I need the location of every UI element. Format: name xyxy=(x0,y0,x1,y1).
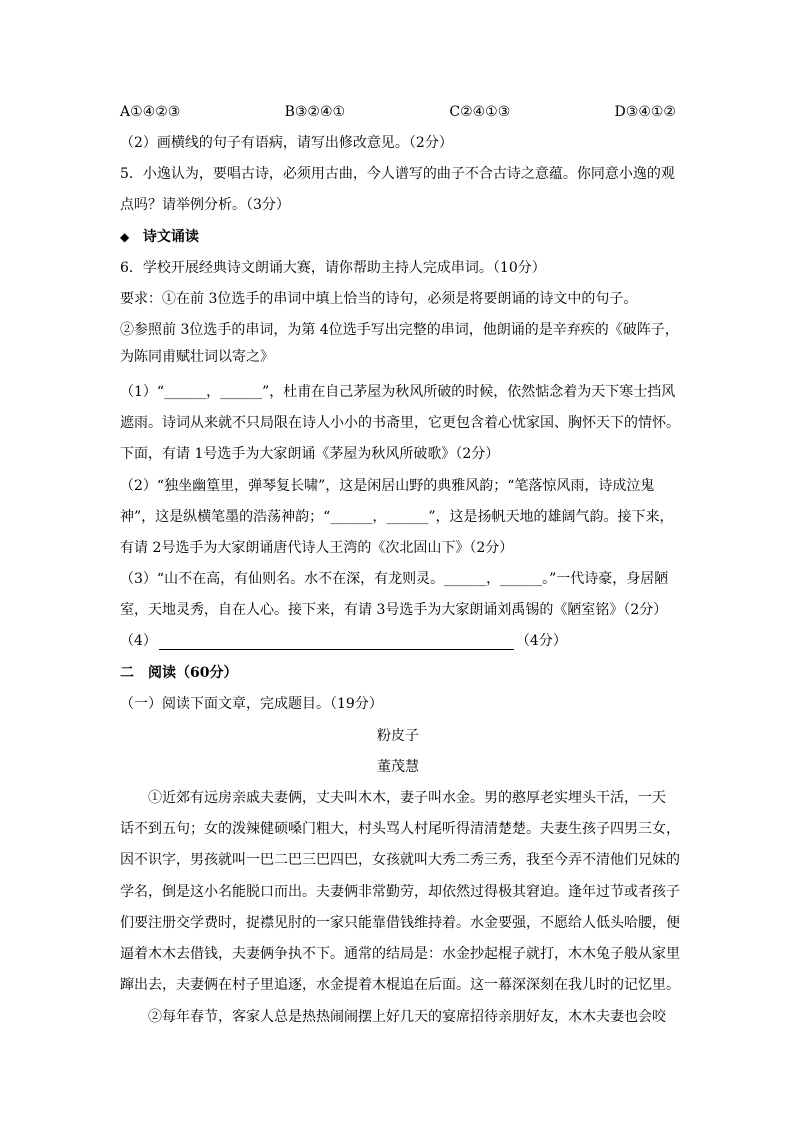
q6-part1-line2: 遮雨。诗词从来就不只局限在诗人小小的书斋里，它更包含着心忧家国、胸怀天下的情怀。 xyxy=(120,415,680,431)
q6-part2-line3: 有请 2号选手为大家朗诵唐代诗人王湾的《次北固山下》（2分） xyxy=(120,540,514,556)
diamond-bullet-icon: ◆ xyxy=(120,230,130,244)
option-d: D③④①② xyxy=(614,104,676,120)
article-title: 粉皮子 xyxy=(377,728,419,744)
article-author: 董茂慧 xyxy=(377,759,419,775)
subsection-heading: （一）阅读下面文章，完成题目。（19分） xyxy=(120,696,383,712)
q6-part1-line1: （1）“______，______”，杜甫在自己茅屋为秋风所破的时候，依然惦念着为天下寒士挡风 xyxy=(120,384,676,400)
article-line: 学名，倒是这小名能脱口而出。夫妻俩非常勤劳，却依然过得极其窘迫。逢年过节或者孩子 xyxy=(120,884,680,900)
answer-options xyxy=(120,103,676,121)
q6-part2-line1: （2）“独坐幽篁里，弹琴复长啸”，这是闲居山野的典雅风韵；“笔落惊风雨，诗成泣鬼 xyxy=(120,478,655,494)
q6-part2-line2: 神”，这是纵横笔墨的浩荡神韵；“______，______”，这是扬帆天地的雄阔气韵。接下来， xyxy=(120,509,674,525)
article-line: 们要注册交学费时，捉襟见肘的一家只能靠借钱维持着。水金要强，不愿给人低头哈腰，便 xyxy=(120,915,680,931)
article-line: 话不到五句；女的泼辣健硕嗓门粗大，村头骂人村尾听得清清楚楚。夫妻生孩子四男三女， xyxy=(120,821,680,837)
article-line: ②每年春节，客家人总是热热闹闹摆上好几天的宴席招待亲朋好友，木木夫妻也会咬 xyxy=(148,1009,666,1025)
q6-part4-score: （4分） xyxy=(515,633,567,649)
answer-blank-line[interactable] xyxy=(159,635,514,650)
q6-part1-line3: 下面，有请 1号选手为大家朗诵《茅屋为秋风所破歌》（2分） xyxy=(120,446,500,462)
article-line: ①近郊有远房亲戚夫妻俩，丈夫叫木木，妻子叫水金。男的憨厚老实埋头干活，一天 xyxy=(148,790,666,806)
question-6-req1: 要求：①在前 3位选手的串词中填上恰当的诗句，必须是将要朗诵的诗文中的句子。 xyxy=(120,291,638,307)
article-line: 逼着木木去借钱，夫妻俩争执不下。通常的结局是：水金抄起棍子就打，木木兔子般从家里 xyxy=(120,946,680,962)
option-b: B③②④① xyxy=(284,104,346,120)
section-heading-reading: 二 阅读（60分） xyxy=(120,665,238,681)
question-5-line2: 点吗？请举例分析。（3分） xyxy=(120,197,290,213)
question-6-req2a: ②参照前 3位选手的串词，为第 4位选手写出完整的串词，他朗诵的是辛弃疾的《破阵子， xyxy=(120,322,679,338)
q6-part3-line2: 室，天地灵秀，自在人心。接下来，有请 3号选手为大家朗诵刘禹锡的《陋室铭》（2分） xyxy=(120,602,668,618)
question-5-line1: 5．小逸认为，要唱古诗，必须用古曲，今人谱写的曲子不合古诗之意蕴。你同意小逸的观 xyxy=(120,166,675,182)
article-line: 蹿出去，夫妻俩在村子里追逐，水金提着木棍追在后面。这一幕深深刻在我儿时的记忆里。 xyxy=(120,977,680,993)
q6-part4-line xyxy=(120,632,676,650)
option-a: A①④②③ xyxy=(120,104,181,120)
q6-part4-label: （4） xyxy=(120,633,157,649)
question-6-req2b: 为陈同甫赋壮词以寄之》 xyxy=(120,349,274,365)
q6-part3-line1: （3）“山不在高，有仙则名。水不在深，有龙则灵。______，______。”一代诗豪，身居陋 xyxy=(120,571,669,587)
question-6-line1: 6．学校开展经典诗文朗诵大赛，请你帮助主持人完成串词。（10分） xyxy=(120,260,546,276)
option-c: C②④①③ xyxy=(449,104,511,120)
section-title: 诗文诵读 xyxy=(142,229,199,245)
question-4-2: （2）画横线的句子有语病，请写出修改意见。（2分） xyxy=(120,135,453,151)
article-line: 因不识字，男孩就叫一巴二巴三巴四巴，女孩就叫大秀二秀三秀，我至今弄不清他们兄妹的 xyxy=(120,852,680,868)
section-heading-recite xyxy=(120,228,676,246)
